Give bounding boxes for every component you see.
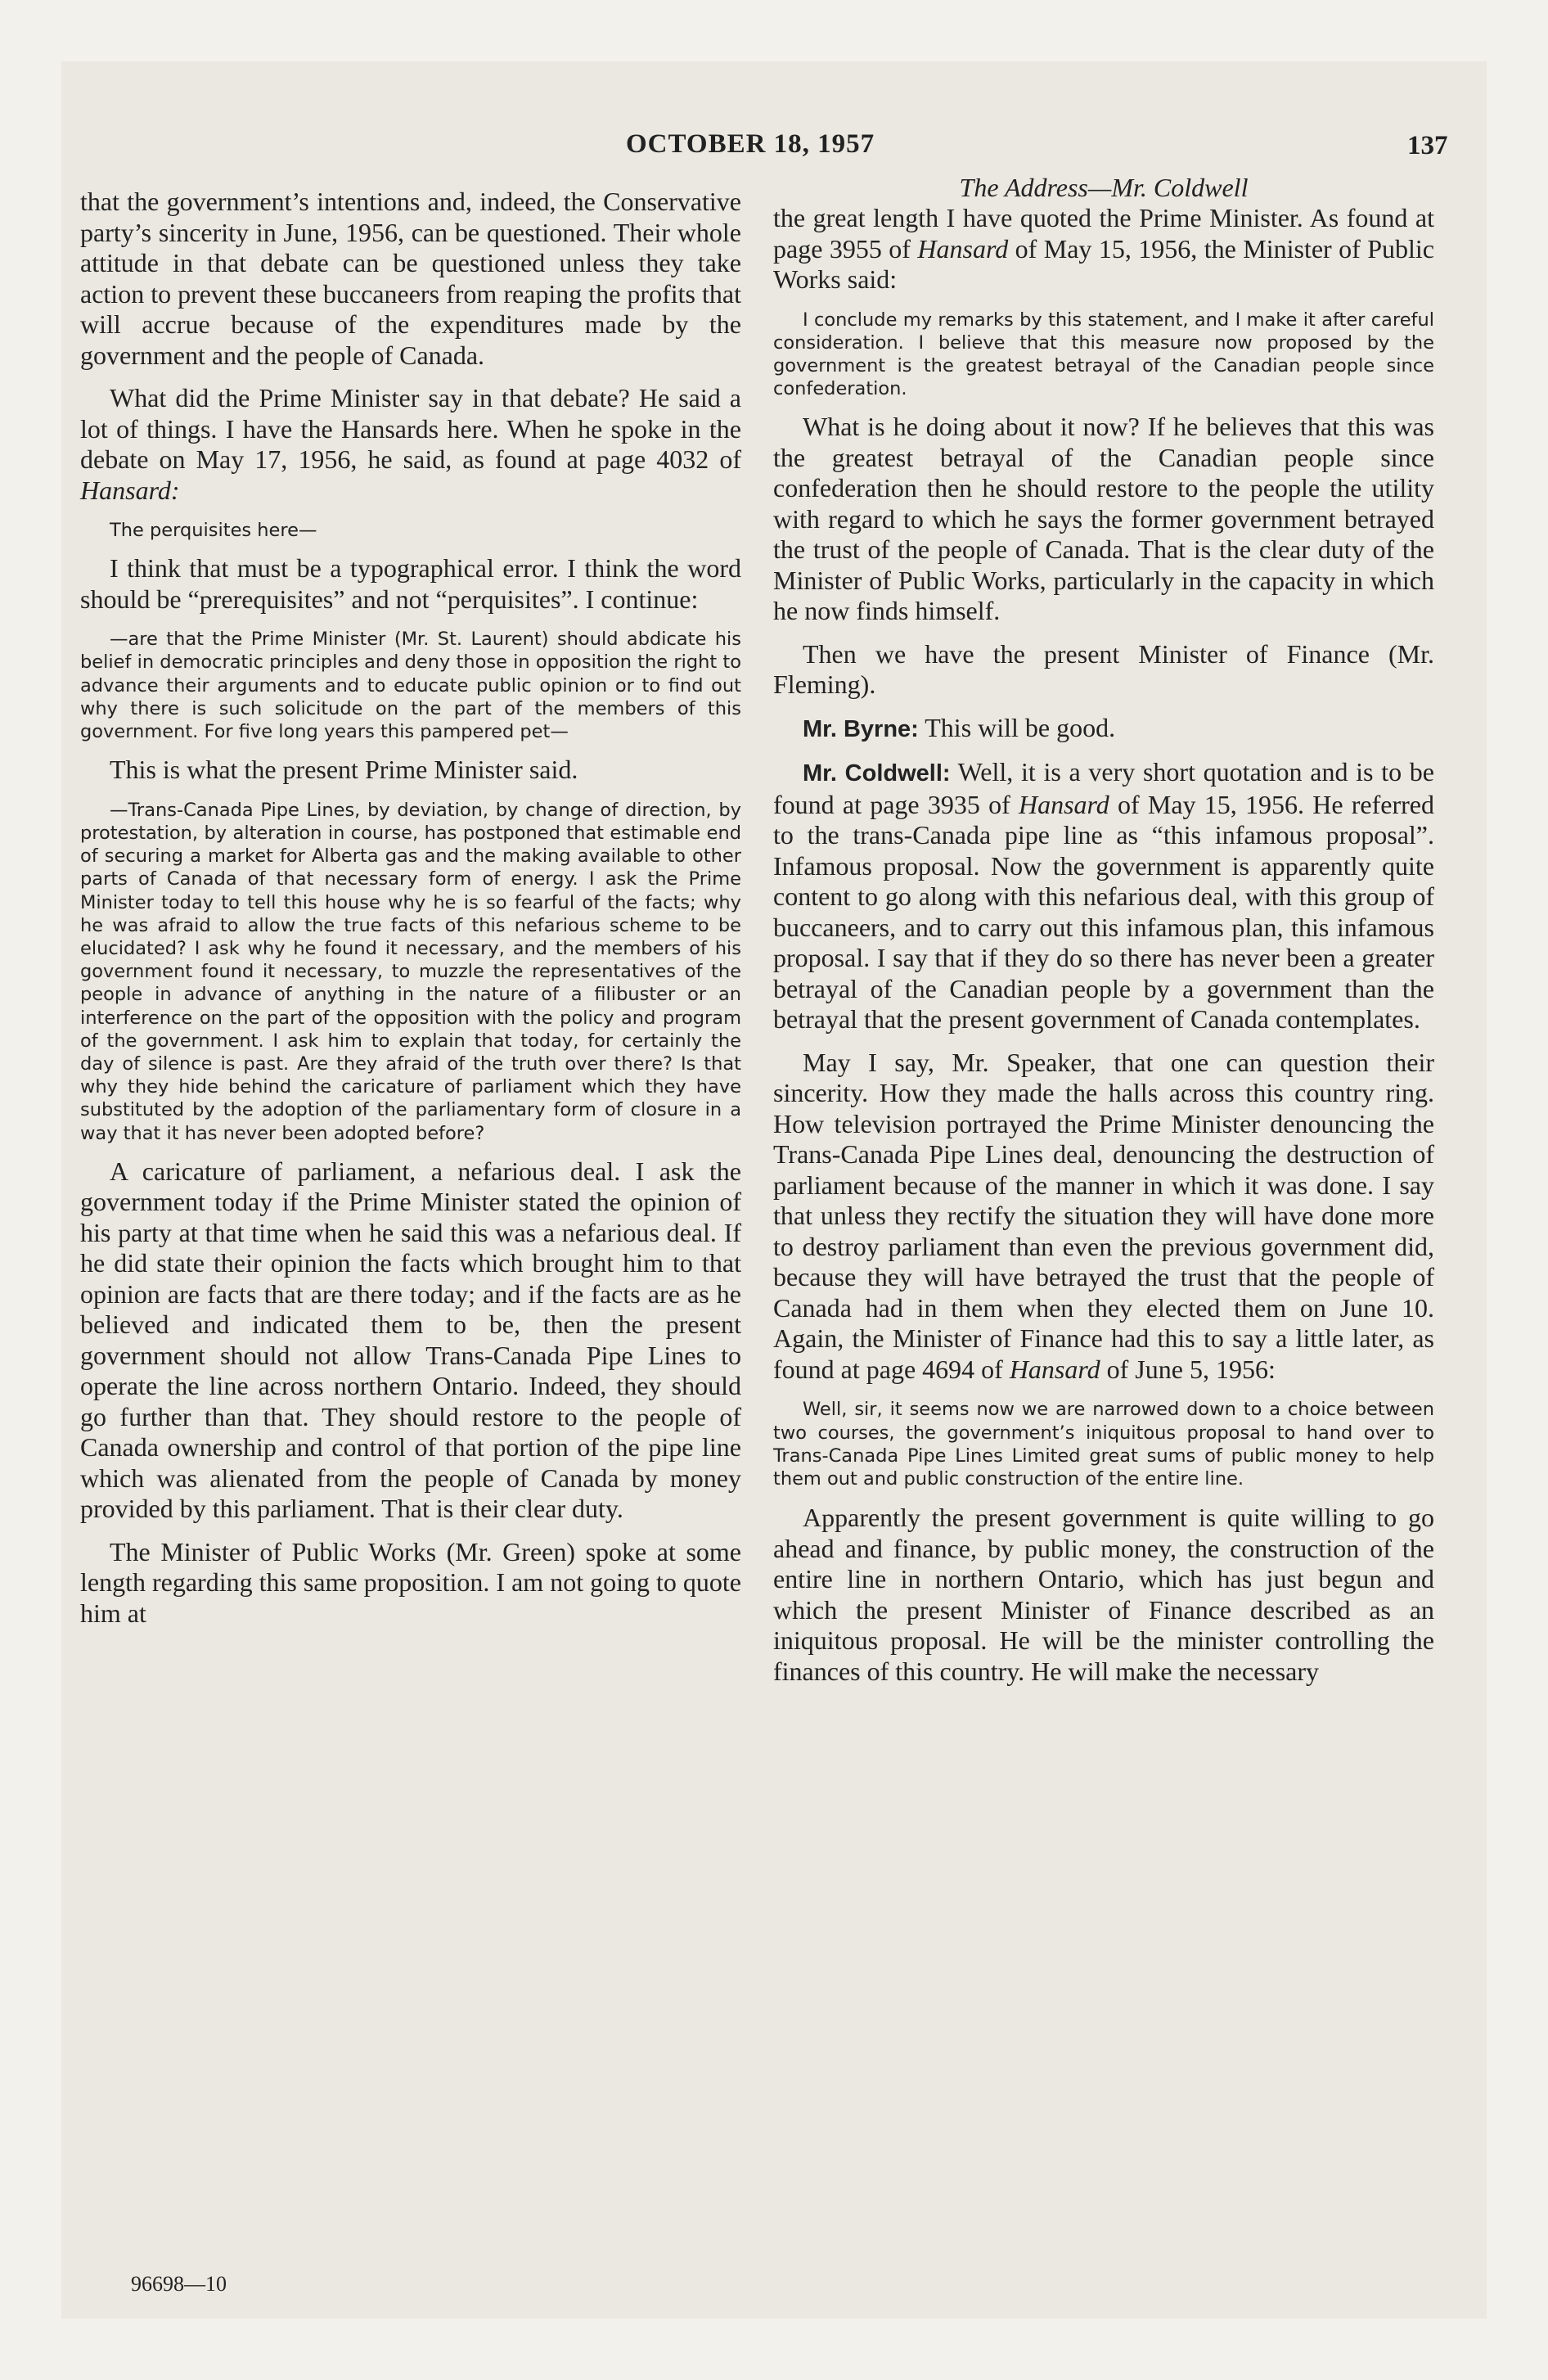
- paragraph: that the government’s intentions and, indeed, the Conservative party’s sincerity in June, 1956, can be questioned. Their whole attitude in that debate can be questioned unless they take action to prevent these buccaneers from reaping the profits that will accrue because of the expenditures made by the government and the people of Canada.: [80, 187, 741, 370]
- paragraph: [773, 203, 1434, 295]
- speech-text: Well, it is a very short quotation and is to be found at page 3935 of: [773, 757, 1435, 819]
- speaker-name: Mr. Coldwell:: [803, 760, 951, 787]
- speech-text: of May 15, 1956. He referred to the trans-Canada pipe line as “this infamous proposal”. Infamous proposal. Now the government is apparently quite content to go along with this nefarious deal, with this group of buccaneers, and to carry out this infamous plan, this infamous proposal. I say that if they do so there has never been a greater betrayal of the Canadian people by a government than the betrayal that the present government of Canada contemplates.: [773, 789, 1435, 1034]
- paragraph: [773, 1048, 1434, 1386]
- paragraph: Apparently the present government is quite willing to go ahead and finance, by public money, the construction of the entire line in northern Ontario, which has just begun and which the present Minister of Finance described as an iniquitous proposal. He will be the minister controlling the finances of this country. He will make the necessary: [773, 1503, 1434, 1686]
- block-quote: —Trans-Canada Pipe Lines, by deviation, by change of direction, by protestation, by alteration in course, has postponed that estimable end of securing a market for Alberta gas and the making available to other parts of Canada of that necessary form of energy. I ask the Prime Minister today to tell this house why he is so fearful of the facts; why he was afraid to allow the true facts of this nefarious scheme to be elucidated? I ask why he found it necessary, and the members of his government found it necessary, to muzzle the representatives of the people in advance of anything in the nature of a filibuster or an interference on the part of the opposition with the policy and program of the government. I ask him to explain that today, for certainly the day of silence is past. Are they afraid of the truth over there? Is that why they hide behind the caricature of parliament which they have substituted by the adoption of the parliamentary form of closure in a way that it has never been adopted before?: [80, 799, 741, 1144]
- paragraph-text: of May 15, 1956, the Minister of Public Works said:: [773, 233, 1435, 294]
- citation-italic: Hansard: [917, 233, 1009, 264]
- running-head: The Address—Mr. Coldwell: [959, 173, 1249, 202]
- left-column: [80, 187, 741, 1629]
- page-number: 137: [1407, 131, 1448, 160]
- paragraph-text: What did the Prime Minister say in that debate? He said a lot of things. I have the Hansards here. When he spoke in the debate on May 17, 1956, he said, as found at page 4032 of: [80, 383, 741, 474]
- speech: [773, 713, 1434, 746]
- print-code: 96698—10: [131, 2272, 227, 2296]
- right-column: [773, 174, 1434, 1687]
- paragraph-text: the great length I have quoted the Prime Minister. As found at page 3955 of: [773, 203, 1434, 264]
- page-date-header: OCTOBER 18, 1957: [626, 129, 875, 159]
- block-quote: I conclude my remarks by this statement, and I make it after careful consideration. I believe that this measure now proposed by the government is the greatest betrayal of the Canadian people since confederation.: [773, 309, 1434, 400]
- speech-text: This will be good.: [918, 712, 1116, 742]
- paragraph: Then we have the present Minister of Finance (Mr. Fleming).: [773, 638, 1434, 700]
- citation-italic: Hansard: [1018, 789, 1109, 819]
- block-quote: —are that the Prime Minister (Mr. St. Laurent) should abdicate his belief in democratic principles and deny those in opposition the right to advance their arguments and to educate public opinion or to find out why there is such solicitude on the part of the members of this government. For five long years this pampered pet—: [80, 629, 741, 743]
- block-quote: Well, sir, it seems now we are narrowed down to a choice between two courses, the government’s iniquitous proposal to hand over to Trans-Canada Pipe Lines Limited great sums of public money to help them out and public construction of the entire line.: [773, 1399, 1434, 1490]
- paragraph-text: of June 5, 1956:: [1100, 1354, 1276, 1384]
- paragraph-text: May I say, Mr. Speaker, that one can question their sincerity. How they made the halls across this country ring. How television portrayed the Prime Minister denouncing the Trans-Canada Pipe Lines deal, denouncing the destruction of parliament because of the manner in which it was done. I say that unless they rectify the situation they will have done more to destroy parliament than even the previous government did, because they will have betrayed the trust that the people of Canada had in them when they elected them on June 10. Again, the Minister of Finance had this to say a little later, as found at page 4694 of: [773, 1047, 1434, 1384]
- speech: [773, 757, 1434, 1035]
- paragraph: This is what the present Prime Minister said.: [110, 755, 578, 785]
- paragraph: I think that must be a typographical error. I think the word should be “prerequisites” and not “perquisites”. I continue:: [80, 553, 741, 614]
- citation-italic: Hansard:: [80, 475, 180, 505]
- paragraph: [80, 383, 741, 506]
- block-quote: The perquisites here—: [110, 520, 317, 541]
- speaker-name: Mr. Byrne:: [803, 715, 919, 742]
- citation-italic: Hansard: [1009, 1354, 1100, 1384]
- paragraph: What is he doing about it now? If he believes that this was the greatest betrayal of the Canadian people since confederation then he should restore to the people the utility with regard to which he says the former government betrayed the trust of the people of Canada. That is the clear duty of the Minister of Public Works, particularly in the capacity in which he now finds himself.: [773, 412, 1434, 626]
- paragraph: A caricature of parliament, a nefarious deal. I ask the government today if the Prime Minister stated the opinion of his party at that time when he said this was a nefarious deal. If he did state their opinion the facts which brought him to that opinion are facts that are there today; and if the facts are as he believed and indicated them to be, then the present government should not allow Trans-Canada Pipe Lines to operate the line across northern Ontario. Indeed, they should go further than that. They should restore to the people of Canada ownership and control of that portion of the pipe line which was alienated from the people of Canada by money provided by this parliament. That is their clear duty.: [80, 1156, 741, 1524]
- paragraph: The Minister of Public Works (Mr. Green) spoke at some length regarding this same proposition. I am not going to quote him at: [80, 1536, 741, 1628]
